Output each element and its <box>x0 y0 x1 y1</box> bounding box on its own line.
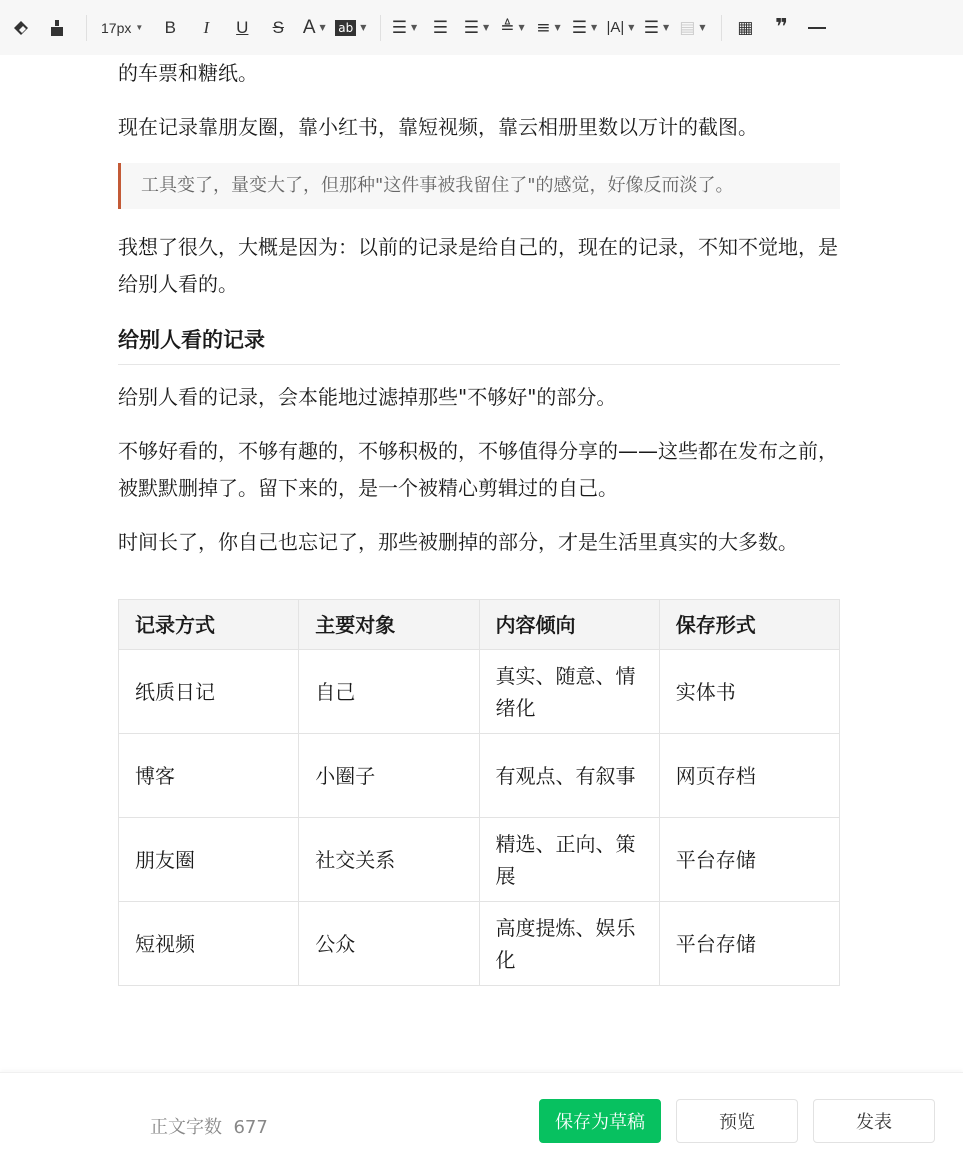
table-cell: 社交关系 <box>299 818 479 902</box>
table-header: 记录方式 <box>119 600 299 650</box>
paragraph: 不够好看的，不够有趣的，不够积极的，不够值得分享的——这些都在发布之前，被默默删掉了。留下来的，是一个被精心剪辑过的自己。 <box>118 439 838 500</box>
table-cell: 精选、正向、策展 <box>479 818 659 902</box>
editor-content[interactable] <box>118 55 840 986</box>
caret-icon: ▼ <box>554 23 561 32</box>
letter-spacing-button[interactable] <box>605 13 635 43</box>
table-row <box>119 902 840 986</box>
table-row <box>119 818 840 902</box>
highlight-icon: ab <box>335 20 356 36</box>
strikethrough-icon: S <box>272 17 284 37</box>
italic-button[interactable] <box>191 13 221 43</box>
brush-icon <box>48 19 66 37</box>
table-header: 主要对象 <box>299 600 479 650</box>
caret-icon: ▼ <box>628 23 635 32</box>
underline-button[interactable] <box>227 13 257 43</box>
table-header: 内容倾向 <box>479 600 659 650</box>
bold-button[interactable] <box>155 13 185 43</box>
paragraph: 给别人看的记录，会本能地过滤掉那些"不够好"的部分。 <box>118 385 617 409</box>
table-header-row <box>119 600 840 650</box>
line-height-icon: ☰ <box>571 17 587 38</box>
bold-icon: B <box>164 17 176 37</box>
table-cell: 真实、随意、情绪化 <box>479 650 659 734</box>
word-count <box>150 1113 268 1139</box>
caret-icon: ▼ <box>360 23 367 32</box>
table-button[interactable] <box>730 13 760 43</box>
font-size-value: 17px <box>101 19 132 36</box>
divider <box>721 15 722 41</box>
background-color-button[interactable] <box>335 13 366 43</box>
word-count-label: 正文字数 <box>150 1117 222 1138</box>
align-button[interactable] <box>389 13 419 43</box>
clear-format-button[interactable] <box>6 13 36 43</box>
eraser-icon <box>11 18 31 38</box>
font-color-button[interactable] <box>299 13 329 43</box>
caret-icon: ▼ <box>135 23 144 32</box>
indent-button[interactable] <box>425 13 455 43</box>
table-cell: 有观点、有叙事 <box>479 734 659 818</box>
list-icon: ☰ <box>643 17 659 38</box>
table-cell: 高度提炼、娱乐化 <box>479 902 659 986</box>
spacing-icon: ☰ <box>463 17 479 38</box>
table-cell: 自己 <box>299 650 479 734</box>
quote-button[interactable] <box>766 13 796 43</box>
bottom-action-bar <box>0 1072 963 1162</box>
caret-icon: ▼ <box>518 23 525 32</box>
paragraph: 的车票和糖纸。 <box>118 61 258 85</box>
spacing-before-icon: ≜ <box>500 17 515 38</box>
table-cell: 朋友圈 <box>119 818 299 902</box>
font-color-icon: A <box>302 16 316 38</box>
caret-icon: ▼ <box>410 23 418 32</box>
caret-icon: ▼ <box>662 23 670 32</box>
table-cell: 网页存档 <box>659 734 839 818</box>
divider <box>86 15 87 41</box>
word-count-value: 677 <box>233 1117 268 1138</box>
table-row <box>119 650 840 734</box>
strikethrough-button[interactable] <box>263 13 293 43</box>
font-size-select[interactable] <box>95 13 149 43</box>
save-draft-button[interactable]: 保存为草稿 <box>539 1099 661 1143</box>
divider-button[interactable] <box>802 13 832 43</box>
indent-icon: ☰ <box>432 17 449 38</box>
quote-icon: ❞ <box>774 15 788 40</box>
spacing-after-button[interactable] <box>533 13 563 43</box>
spacing-before-button[interactable] <box>497 13 527 43</box>
table-cell: 短视频 <box>119 902 299 986</box>
caret-icon: ▼ <box>482 23 490 32</box>
paragraph: 我想了很久，大概是因为：以前的记录是给自己的，现在的记录，不知不觉地，是给别人看的。 <box>118 235 838 296</box>
letter-spacing-icon: |A| <box>606 19 625 36</box>
blockquote: 工具变了，量变大了，但那种"这件事被我留住了"的感觉，好像反而淡了。 <box>118 163 840 209</box>
table-cell: 平台存储 <box>659 902 839 986</box>
caret-icon: ▼ <box>699 23 706 32</box>
block-style-button[interactable] <box>677 13 707 43</box>
italic-icon: I <box>203 17 210 37</box>
paragraph-spacing-button[interactable] <box>461 13 491 43</box>
table-icon: ▦ <box>737 17 754 38</box>
spacing-after-icon: ≡ <box>536 17 551 38</box>
block-icon: ▤ <box>679 17 696 38</box>
table-cell: 平台存储 <box>659 818 839 902</box>
table-cell: 小圈子 <box>299 734 479 818</box>
caret-icon: ▼ <box>319 23 326 32</box>
divider <box>380 15 381 41</box>
list-button[interactable] <box>641 13 671 43</box>
table-row <box>119 734 840 818</box>
publish-button[interactable]: 发表 <box>813 1099 935 1143</box>
caret-icon: ▼ <box>590 23 598 32</box>
section-heading: 给别人看的记录 <box>118 320 840 365</box>
table-cell: 公众 <box>299 902 479 986</box>
underline-icon: U <box>236 17 249 37</box>
align-justify-icon: ☰ <box>391 17 407 38</box>
table-header: 保存形式 <box>659 600 839 650</box>
table-cell: 纸质日记 <box>119 650 299 734</box>
paragraph: 时间长了，你自己也忘记了，那些被删掉的部分，才是生活里真实的大多数。 <box>118 530 798 554</box>
table-cell: 博客 <box>119 734 299 818</box>
line-height-button[interactable] <box>569 13 599 43</box>
horizontal-rule-icon <box>808 27 826 29</box>
format-painter-button[interactable] <box>42 13 72 43</box>
table-cell: 实体书 <box>659 650 839 734</box>
editor-toolbar <box>0 0 963 55</box>
comparison-table <box>118 599 840 986</box>
preview-button[interactable]: 预览 <box>676 1099 798 1143</box>
paragraph: 现在记录靠朋友圈，靠小红书，靠短视频，靠云相册里数以万计的截图。 <box>118 115 758 139</box>
